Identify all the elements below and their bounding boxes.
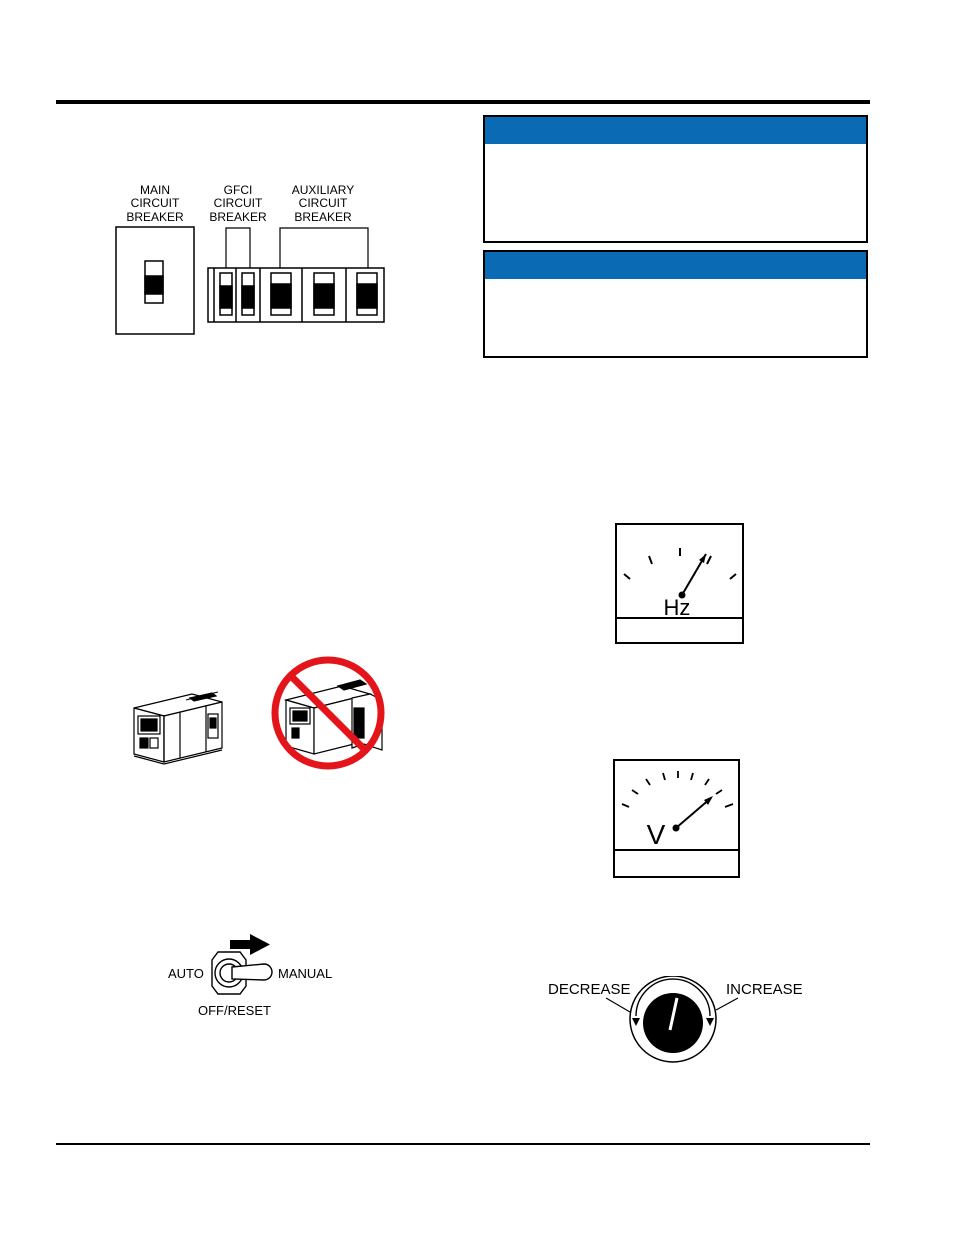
generator-doors-open-prohibited-illustration bbox=[270, 654, 386, 772]
top-rule bbox=[56, 100, 870, 104]
frequency-unit-label: Hz bbox=[663, 595, 691, 620]
frequency-meter bbox=[614, 522, 746, 646]
breaker-row bbox=[208, 268, 384, 322]
note-header-bar bbox=[485, 252, 866, 279]
toggle-switch bbox=[212, 952, 272, 994]
switch-off-reset-label: OFF/RESET bbox=[198, 1003, 271, 1018]
voltage-adjust-knob bbox=[540, 976, 820, 1068]
main-breaker bbox=[116, 227, 194, 334]
bottom-rule bbox=[56, 1143, 870, 1145]
note-box-1 bbox=[483, 115, 868, 243]
aux-breaker-label-line3: BREAKER bbox=[294, 210, 352, 224]
switch-manual-label: MANUAL bbox=[278, 966, 333, 981]
main-breaker-label-line3: BREAKER bbox=[126, 210, 184, 224]
main-breaker-label-line2: CIRCUIT bbox=[130, 196, 180, 210]
breaker-brackets bbox=[226, 228, 368, 268]
voltmeter bbox=[612, 758, 742, 880]
circuit-breaker-figure bbox=[110, 180, 400, 340]
main-breaker-label-line1: MAIN bbox=[140, 183, 170, 197]
aux-breaker-label-line1: AUXILIARY bbox=[291, 183, 355, 197]
knob-decrease-label: DECREASE bbox=[548, 981, 631, 998]
switch-auto-label: AUTO bbox=[168, 966, 204, 981]
knob-increase-label: INCREASE bbox=[726, 981, 803, 998]
aux-breaker-label-line2: CIRCUIT bbox=[298, 196, 348, 210]
generator-doors-closed-illustration bbox=[130, 664, 226, 770]
gfci-breaker-label-line3: BREAKER bbox=[209, 210, 267, 224]
voltage-unit-label: V bbox=[646, 819, 666, 850]
gfci-breaker-label-line1: GFCI bbox=[223, 183, 253, 197]
mode-selector-switch bbox=[160, 930, 350, 1022]
gfci-breaker-label-line2: CIRCUIT bbox=[213, 196, 263, 210]
note-box-2 bbox=[483, 250, 868, 358]
note-header-bar bbox=[485, 117, 866, 144]
